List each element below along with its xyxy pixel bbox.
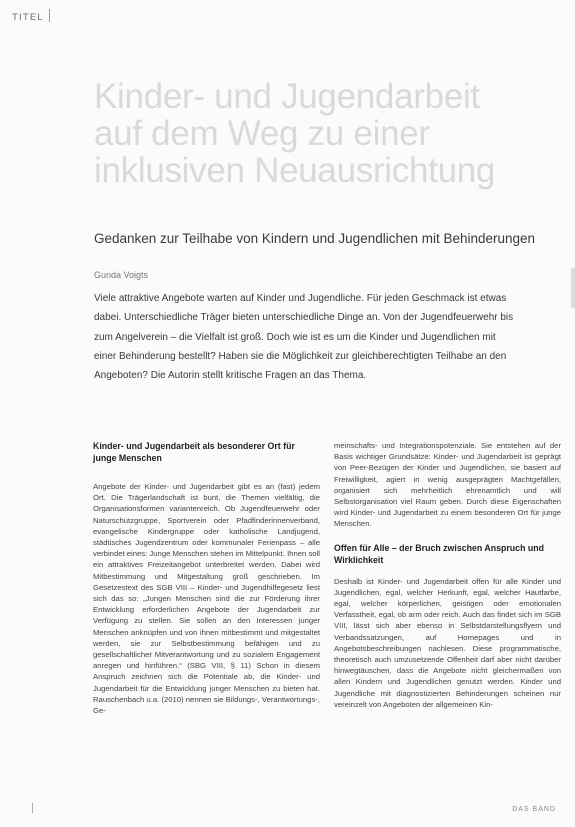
- headline-line-1: Kinder- und Jugendarbeit: [94, 77, 480, 116]
- author-name: Gunda Voigts: [94, 270, 149, 280]
- right-column-body-bottom: Deshalb ist Kinder- und Jugendarbeit offen für alle Kinder und Jugendlichen, egal, welcher Herkunft, egal, welcher Hautfarbe, egal, welcher körperlichen, geistigen oder emotionalen Verfasstheit, egal, ob arm oder reich. Auch das findet sich im SGB VIII, lässt sich aber ebenso in Selbstdarstellungsflyern und Verbandssatzungen, auf Homepages und in Angebotsbeschreibungen nachlesen. Diese programmatische, theoretisch auch umzusetzende Offenheit darf aber nicht darüber hinwegtäuschen, dass die Angebote nicht gleichermaßen von allen Kindern und Jugendlichen genutzt werden. Kinder und Jugendliche mit diagnostizierten Behinderungen scheinen nur vereinzelt von Angeboten der allgemeinen Kin-: [334, 576, 561, 709]
- subtitle: Gedanken zur Teilhabe von Kindern und Jugendlichen mit Behinderungen: [94, 231, 536, 246]
- side-tab-marker: [571, 268, 575, 308]
- section-label: TITEL: [12, 9, 50, 23]
- article-columns: [93, 440, 561, 716]
- intro-paragraph: Viele attraktive Angebote warten auf Kinder und Jugendliche. Für jeden Geschmack ist etwas dabei. Unterschiedliche Träger bieten unterschiedliche Dinge an. Von der Jugendfeuerwehr bis zum Angelverein – die Vielfalt ist groß. Doch wie ist es um die Kinder und Jugendlichen mit einer Behinderung bestellt? Haben sie die Möglichkeit zur gleichberechtigten Teilhabe an den Angeboten? Die Autorin stellt kritische Fragen an das Thema.: [94, 293, 514, 382]
- page-margin-mark: [32, 803, 36, 813]
- left-column-heading: Kinder- und Jugendarbeit als besonderer Ort für junge Menschen: [93, 441, 295, 463]
- left-column-body: Angebote der Kinder- und Jugendarbeit gibt es an (fast) jedem Ort. Die Trägerlandschaft ist bunt, die Themen vielfältig, die Organisationsformen variantenreich. Ob Jugendfeuerwehr oder Naturschutzgruppe, Sportverein oder Pfadfinderinnenverband, evangelische Kindergruppe oder katholische Landjugend, städtisches Jugendzentrum oder kommunaler Ferienpass – alle verbindet eines: Junge Menschen stehen im Mittelpunkt. Ihnen soll ein attraktives Freizeitangebot unterbreitet werden. Dabei wird Mitbestimmung und Mitgestaltung groß geschrieben. Im Gesetzestext des SGB VIII – Kinder- und Jugendhilfegesetz liest sich das so: „Jungen Menschen sind die zur Förderung ihrer Entwicklung erforderlichen Angebote der Jugendarbeit zur Verfügung zu stellen. Sie sollen an den Interessen junger Menschen anknüpfen und von ihnen mitbestimmt und mitgestaltet werden, sie zur Selbstbestimmung befähigen und zu gesellschaftlicher Mitverantwortung und zu sozialem Engagement anregen und hinführen.“ (SBG VIII, § 11) Schon in diesem Anspruch zeichnen sich die Potentiale ab, die Kinder- und Jugendarbeit für die Entwicklung junger Menschen zu bieten hat. Rauschenbach u.a. (2010) nennen sie Bildungs-, Verantwortungs-, Ge-: [93, 482, 320, 716]
- left-column: [93, 440, 320, 716]
- footer-publication: DAS BAND: [512, 806, 556, 813]
- headline-line-3: inklusiven Neuausrichtung: [94, 151, 496, 190]
- right-column-body-top: meinschafts- und Integrationspotenziale. Sie entstehen auf der Basis wichtiger Grundsätze: Kinder- und Jugendarbeit ist geprägt von Peer-Bezügen der Kinder und Jugendlichen, sie basiert auf Freiwilligkeit, agiert in wenig ausgeprägten Machtgefällen, organisiert sich mehrheitlich ehrenamtlich und will Selbstorganisation viel Raum geben. Durch diese Eigenschaften wird Kinder- und Jugendarbeit zu einem besonderen Ort für junge Menschen.: [334, 441, 561, 529]
- right-column: [334, 440, 561, 716]
- headline-line-2: auf dem Weg zu einer: [94, 114, 430, 153]
- right-column-heading: Offen für Alle – der Bruch zwischen Anspruch und Wirklichkeit: [334, 542, 545, 565]
- headline: [94, 78, 564, 189]
